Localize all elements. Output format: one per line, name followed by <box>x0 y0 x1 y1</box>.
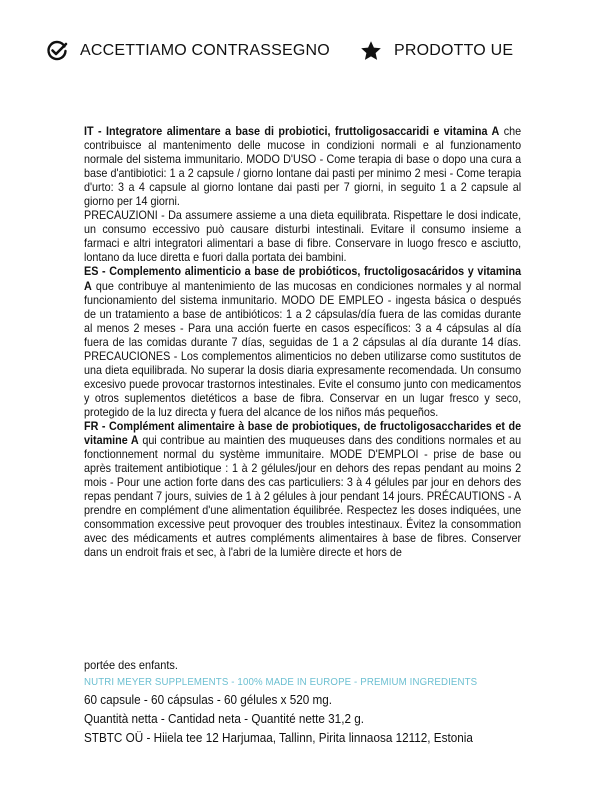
label-footer <box>84 657 521 748</box>
section-fr-text: qui contribue au maintien des muqueuses dans des conditions normales et au fonctionnement normal du système immunitaire. MODE D'EMPLOI - prise de base ou après traitement antibiotique : 1 à 2 gélules/jour en dehors des repas pendant au moins 2 mois - Pour une action forte dans des cas particuliers: 3 à 4 gélules par jour en dehors des repas pendant 7 jours, suivies de 1 à 2 gélules à jour pendant 14 jours. PRÉCAUTIONS - A prendre en complément d'une alimentation équilibrée. Respectez les doses indiquées, une consommation excessive peut provoquer des troubles intestinaux. Évitez la consommation avec des médicaments et autres compléments alimentaires à base de fibres. Conserver dans un endroit frais et sec, à l'abri de la lumière directe et hors de <box>84 434 522 560</box>
cod-label: ACCETTIAMO CONTRASSEGNO <box>80 42 330 59</box>
section-it <box>84 125 521 209</box>
cod-badge <box>46 40 330 62</box>
section-es-text: que contribuye al mantenimiento de las mucosas en condiciones normales y al normal funcionamiento del sistema inmunitario. MODO DE EMPLEO - ingesta básica o después de un tratamiento a base de antibióticos: 1 a 2 cápsulas/día fuera de las comidas durante al menos 2 meses - Para una acción fuerte en casos específicos: 3 a 4 cápsulas al día fuera de las comidas durante 7 días, seguidas de 1 a 2 cápsulas al día durante 14 días. PRECAUCIONES - Los complementos alimenticios no deben utilizarse como sustitutos de una dieta equilibrada. No superar la dosis diaria expresamente recomendada. Un consumo excesivo puede provocar trastornos intestinales. Evite el consumo junto con medicamentos y otros suplementos dietéticos a base de fibra. Conservar en un lugar fresco y seco, protegido de la luz directa y fuera del alcance de los niños más pequeños. <box>84 279 522 419</box>
capsule-count: 60 capsule - 60 cápsulas - 60 gélules x 520 mg. <box>84 693 333 707</box>
section-es <box>84 265 521 420</box>
badges-row <box>46 40 513 62</box>
section-fr <box>84 420 521 560</box>
section-it-text: che contribuisce al mantenimento delle mucose in condizioni normali e al funzionamento normale del sistema immunitario. MODO D'USO - Come terapia di base o dopo una cura a base d'antibiotici: 1 a 2 capsule / giorno lontane dai pasti per minimo 2 mesi - Come terapia d'urto: 3 a 4 capsule al giorno lontane dai pasti per 7 giorni, in seguito 1 a 2 capsule al giorno per 14 giorni. <box>84 125 522 209</box>
brand-tagline: NUTRI MEYER SUPPLEMENTS - 100% MADE IN EUROPE - PREMIUM INGREDIENTS <box>84 677 478 688</box>
check-circle-icon <box>46 40 68 62</box>
section-it-warning: PRECAUZIONI - Da assumere assieme a una dieta equilibrata. Rispettare le dosi indicate, un consumo eccessivo può causare disturbi intestinali. Evitare il consumo insieme a farmaci e altri integratori alimentari a base di fibre. Conservare in luogo fresco e asciutto, lontano da luce diretta e fuori dalla portata dei bambini. <box>84 209 522 265</box>
eu-product-label: PRODOTTO UE <box>393 42 514 59</box>
product-label-text <box>84 125 521 560</box>
footer-continuation: portée des enfants. <box>84 658 178 672</box>
section-es-heading: ES - Complemento alimenticio a base de probióticos, fructoligosacáridos y vitamina A <box>84 265 522 293</box>
company-address: STBTC OÜ - Hiiela tee 12 Harjumaa, Tallinn, Pirita linnaosa 12112, Estonia <box>84 731 473 745</box>
section-fr-heading: FR - Complément alimentaire à base de probiotiques, de fructoligosaccharides et de vitamine A <box>84 419 522 448</box>
section-it-heading: IT - Integratore alimentare a base di probiotici, fruttoligosaccaridi e vitamina A <box>84 125 500 138</box>
net-quantity: Quantità netta - Cantidad neta - Quantité nette 31,2 g. <box>84 712 364 726</box>
eu-product-badge <box>360 40 513 62</box>
star-icon <box>360 40 382 62</box>
